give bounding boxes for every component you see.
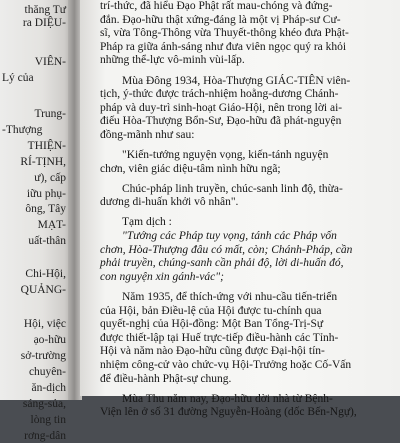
- paragraph-line: điếu Hòa-Thượng Bổn-Sư, Đạo-hữu đã phát-nguyện: [100, 115, 342, 128]
- paragraph-line: Chúc-pháp linh truyền, chúc-sanh linh độ, thừa-: [122, 182, 343, 195]
- left-page-fragment: sáng-sủa,: [22, 398, 66, 410]
- paragraph-line: Tạm dịch :: [122, 216, 172, 229]
- left-page-fragment: ra DIỆU-: [22, 17, 66, 29]
- paragraph-line: được thiết-lập tại Huế trực-tiếp điều-hành các Tỉnh-: [100, 331, 339, 344]
- left-page-fragment: uất-thân: [28, 235, 66, 247]
- left-page-fragment: ư), cấp: [34, 172, 66, 184]
- left-page-fragment: iữu phụ-: [26, 188, 66, 200]
- paragraph-line: dương di-huấn khởi vô nhân".: [100, 196, 239, 209]
- paragraph-line: chơn, viên giác diệu-tâm nình hữu ngã;: [100, 162, 281, 175]
- paragraph-line: Mùa Thu năm nay, Đạo-hữu dời nhà từ Bệnh-: [122, 392, 333, 405]
- paragraph-line: đắn. Đạo-hữu thật xứng-đáng là một vị Pháp-sư Cư-: [100, 13, 341, 26]
- paragraph-line: nhiệm công-cử vào chức-vụ Hội-Trưởng hoặc Cố-Vấn: [100, 358, 352, 371]
- left-page-fragment: MẠT-: [37, 219, 66, 231]
- right-page: [80, 0, 400, 419]
- left-page-fragment: rơng-dân: [24, 430, 66, 442]
- left-page-fragment: Lý của: [2, 72, 34, 84]
- paragraph-line: đồng-mãnh như sau:: [100, 128, 195, 141]
- left-page-fragment: Chi-Hội,: [25, 268, 66, 280]
- paragraph-line: "Tướng các Pháp tuy vọng, tánh các Pháp vốn: [122, 230, 337, 242]
- left-page-fragment: thăng Tư: [24, 4, 66, 16]
- paragraph-line: Hội và năm nào Đạo-hữu cũng được Đại-hội tín-: [100, 345, 325, 358]
- left-page-fragment: sở-trường: [20, 350, 66, 362]
- left-page: [0, 0, 70, 442]
- paragraph-line: pháp và duy-trì sinh-hoạt Giáo-Hội, nên trong lời ai-: [100, 101, 343, 114]
- paragraph-line: quyết-nghị của Hội-đồng: Một Ban Tổng-Trị-Sự: [100, 318, 324, 331]
- left-page-fragment: Trung-: [34, 108, 66, 120]
- paragraph-line: của Hội, bản Điều-lệ của Hội được tu-chính qua: [100, 304, 322, 317]
- left-page-fragment: -Thượng: [2, 124, 43, 136]
- paragraph-line: tịch, ý-thức được trách-nhiệm hoằng-dương Chánh-: [100, 88, 339, 101]
- left-page-fragment: VIÊN-: [34, 56, 66, 68]
- left-page-fragment: Hội, việc: [23, 318, 66, 330]
- left-page-fragment: ăn-dịch: [31, 382, 66, 394]
- paragraph-line: sĩ, vừa Tông-Thông vừa Thuyết-thông khéo đưa Phật-: [100, 27, 349, 40]
- paragraph-line: Viện lên ở số 31 đường Nguyễn-Hoàng (dốc Bến-Ngự),: [100, 406, 357, 419]
- left-page-fragment: ông, Tây: [25, 203, 66, 215]
- paragraph-line: con nguyện xin gánh-vác";: [100, 270, 224, 283]
- paragraph-line: phải truyền, chúng-sanh cần phải độ, lời di-huấn đó,: [100, 257, 344, 270]
- left-page-fragment: QUẢNG-: [20, 284, 66, 296]
- paragraph-line: "Kiến-tướng nguyện vọng, kiến-tánh nguyện: [122, 149, 329, 161]
- left-page-fragment: chuyên-: [28, 366, 66, 378]
- paragraph-line: Năm 1935, để thích-ứng với nhu-cầu tiến-triển: [122, 290, 338, 303]
- paragraph-line: những thể-lực vô-minh vùi-lấp.: [100, 54, 245, 67]
- left-page-fragment: RÍ-TỊNH,: [20, 156, 66, 168]
- paragraph-line: trí-thức, đã hiểu Đạo Phật rất mau-chóng và đứng-: [100, 0, 333, 12]
- left-page-fragment: ạo-hữu: [33, 334, 66, 346]
- left-page-fragment: lòng tin: [30, 414, 66, 426]
- paragraph-line: Mùa Đông 1934, Hòa-Thượng GIÁC-TIÊN viên-: [122, 74, 351, 87]
- left-page-fragment: THIỆN-: [27, 140, 66, 152]
- paragraph-line: để điều-hành Phật-sự chung.: [100, 372, 232, 385]
- paragraph-line: chơn, Hòa-Thượng đâu có mất, còn; Chánh-Pháp, cần: [100, 243, 353, 256]
- paragraph-line: Pháp ra giữa ánh-sáng như đưa viên ngọc quý ra khỏi: [100, 40, 347, 53]
